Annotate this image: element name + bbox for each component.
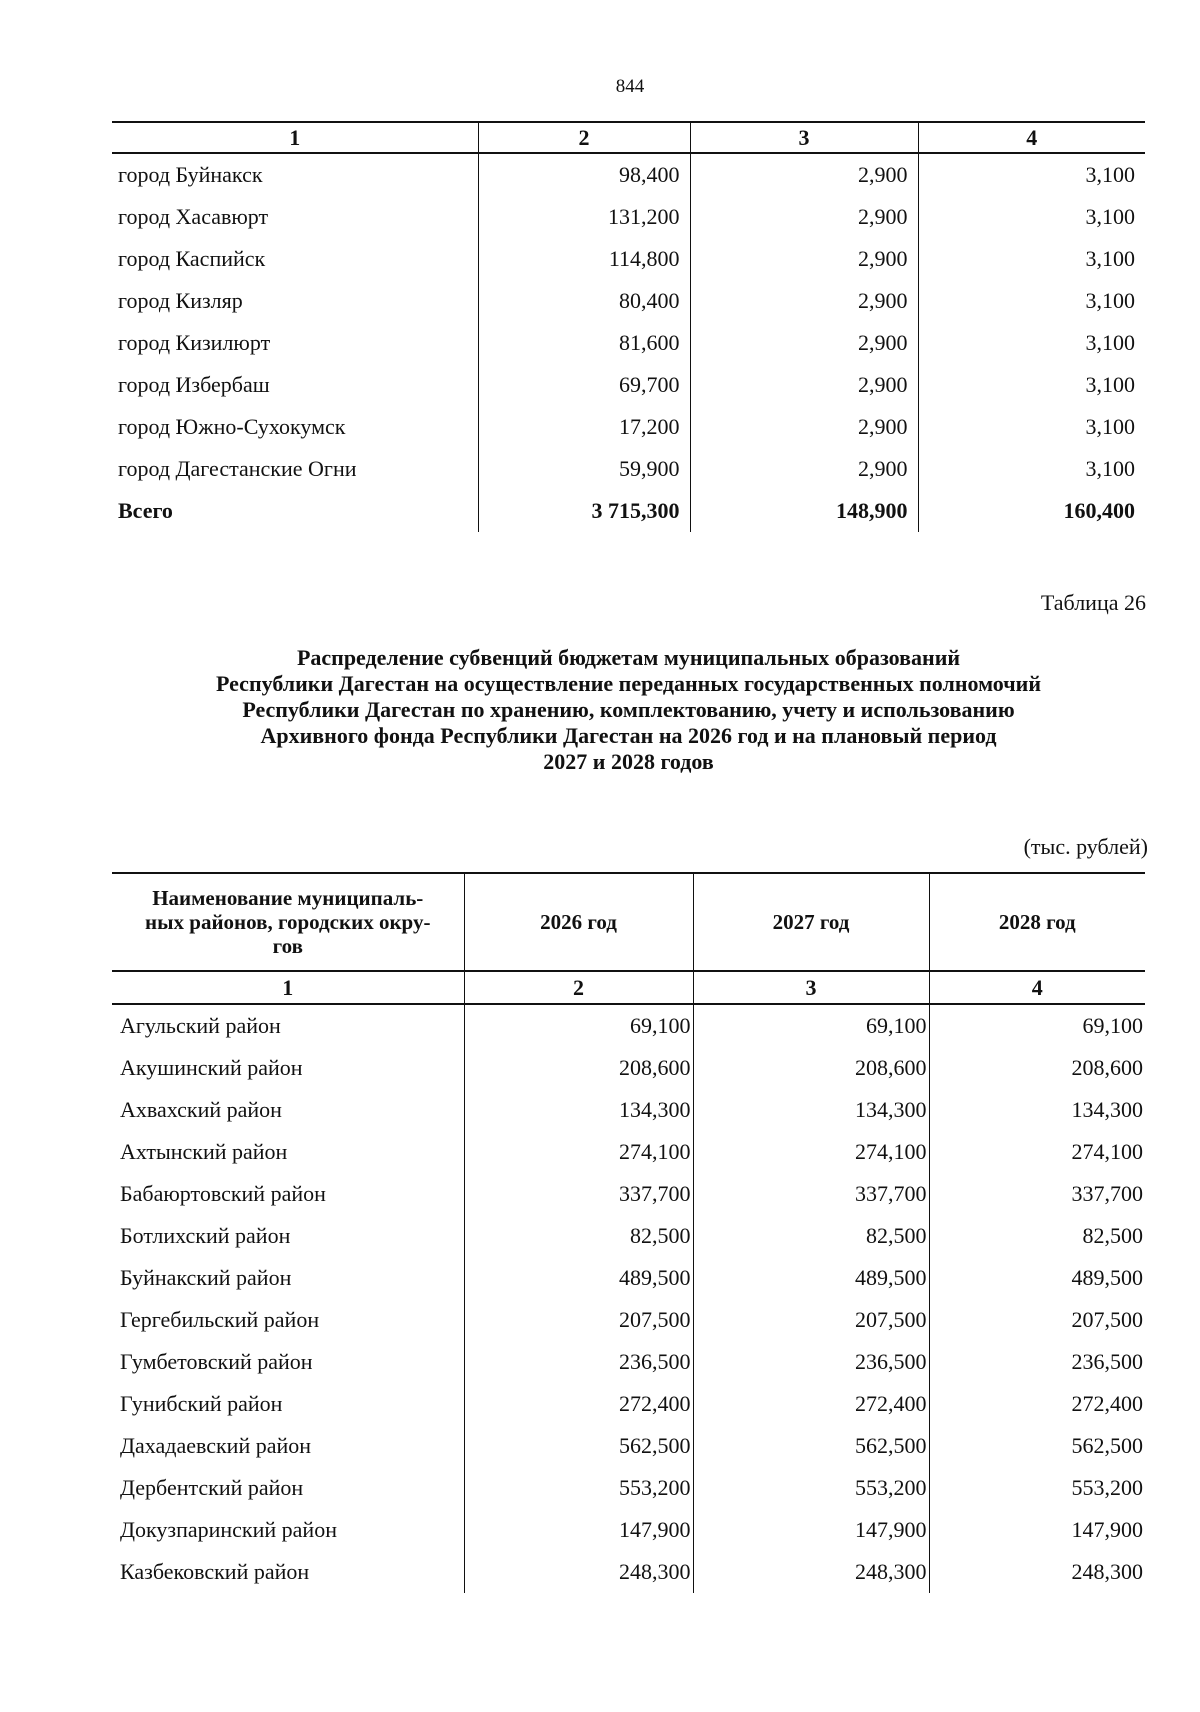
value-2027: 207,500 <box>693 1299 929 1341</box>
municipality-name: Дербентский район <box>120 1475 304 1500</box>
value-2028: 82,500 <box>929 1215 1145 1257</box>
value-2028: 3,100 <box>918 364 1145 406</box>
table-label: Таблица 26 <box>1040 590 1146 615</box>
value-2027: 148,900 <box>690 490 918 532</box>
column-number: 2 <box>464 971 693 1004</box>
column-number: 1 <box>112 122 478 153</box>
municipality-name: Гумбетовский район <box>120 1349 313 1374</box>
value-2027: 2,900 <box>690 280 918 322</box>
value-2028: 236,500 <box>929 1341 1145 1383</box>
header-name <box>112 873 464 971</box>
value-2026: 82,500 <box>464 1215 693 1257</box>
value-2027: 489,500 <box>693 1257 929 1299</box>
value-2028: 3,100 <box>918 406 1145 448</box>
value-2028: 3,100 <box>918 448 1145 490</box>
value-2027: 236,500 <box>693 1341 929 1383</box>
value-2027: 337,700 <box>693 1173 929 1215</box>
value-2027: 272,400 <box>693 1383 929 1425</box>
table-body <box>112 153 1145 532</box>
value-2028: 248,300 <box>929 1551 1145 1593</box>
value-2027: 274,100 <box>693 1131 929 1173</box>
value-2028: 3,100 <box>918 238 1145 280</box>
header-name-line: Наименование муниципаль- <box>152 886 424 910</box>
value-2027: 2,900 <box>690 322 918 364</box>
value-2027: 562,500 <box>693 1425 929 1467</box>
value-2026: 59,900 <box>478 448 690 490</box>
header-2027: 2027 год <box>693 873 929 971</box>
municipality-name: город Буйнакск <box>118 162 263 187</box>
value-2028: 147,900 <box>929 1509 1145 1551</box>
table-row <box>112 1047 1145 1089</box>
value-2026: 134,300 <box>464 1089 693 1131</box>
value-2026: 147,900 <box>464 1509 693 1551</box>
table-row <box>112 364 1145 406</box>
municipality-name: Дахадаевский район <box>120 1433 312 1458</box>
municipality-name: Агульский район <box>120 1013 281 1038</box>
municipality-name: Гергебильский район <box>120 1307 320 1332</box>
header-row <box>112 873 1145 971</box>
table-row <box>112 1467 1145 1509</box>
value-2027: 248,300 <box>693 1551 929 1593</box>
value-2026: 69,100 <box>464 1004 693 1047</box>
value-2028: 553,200 <box>929 1467 1145 1509</box>
value-2026: 98,400 <box>478 153 690 196</box>
table-row <box>112 1551 1145 1593</box>
value-2026: 81,600 <box>478 322 690 364</box>
value-2026: 208,600 <box>464 1047 693 1089</box>
table-row <box>112 1299 1145 1341</box>
value-2027: 147,900 <box>693 1509 929 1551</box>
municipality-name: Буйнакский район <box>120 1265 292 1290</box>
municipality-name: Ахвахский район <box>120 1097 282 1122</box>
municipality-name: город Каспийск <box>118 246 266 271</box>
value-2027: 134,300 <box>693 1089 929 1131</box>
value-2026: 80,400 <box>478 280 690 322</box>
header-2028: 2028 год <box>929 873 1145 971</box>
column-number: 4 <box>918 122 1145 153</box>
header-2026: 2026 год <box>464 873 693 971</box>
value-2028: 337,700 <box>929 1173 1145 1215</box>
value-2026: 131,200 <box>478 196 690 238</box>
municipality-name: Бабаюртовский район <box>120 1181 326 1206</box>
municipality-name: Казбековский район <box>120 1559 310 1584</box>
value-2026: 274,100 <box>464 1131 693 1173</box>
table-row <box>112 238 1145 280</box>
value-2026: 207,500 <box>464 1299 693 1341</box>
municipality-name: Ботлихский район <box>120 1223 291 1248</box>
municipality-name: город Южно-Сухокумск <box>118 414 346 439</box>
column-number: 3 <box>693 971 929 1004</box>
total-row <box>112 490 1145 532</box>
header-name-line: ных районов, городских окру- <box>145 910 431 934</box>
table-row <box>112 1215 1145 1257</box>
value-2026: 553,200 <box>464 1467 693 1509</box>
value-2026: 489,500 <box>464 1257 693 1299</box>
table-body <box>112 1004 1145 1593</box>
value-2027: 2,900 <box>690 364 918 406</box>
table-row <box>112 1089 1145 1131</box>
table-row <box>112 153 1145 196</box>
title-line: 2027 и 2028 годов <box>543 749 714 774</box>
value-2027: 2,900 <box>690 448 918 490</box>
header-name-line: гов <box>272 934 303 958</box>
column-number-row <box>112 971 1145 1004</box>
value-2026: 3 715,300 <box>478 490 690 532</box>
table-title <box>112 645 1145 775</box>
municipality-name: Ахтынский район <box>120 1139 288 1164</box>
value-2027: 2,900 <box>690 238 918 280</box>
municipality-name: Докузпаринский район <box>120 1517 337 1542</box>
value-2028: 207,500 <box>929 1299 1145 1341</box>
municipality-name: Гунибский район <box>120 1391 283 1416</box>
value-2028: 489,500 <box>929 1257 1145 1299</box>
value-2028: 274,100 <box>929 1131 1145 1173</box>
table-row <box>112 1509 1145 1551</box>
table-row <box>112 1341 1145 1383</box>
value-2026: 248,300 <box>464 1551 693 1593</box>
value-2028: 272,400 <box>929 1383 1145 1425</box>
table-row <box>112 1383 1145 1425</box>
column-number-row <box>112 122 1145 153</box>
value-2027: 82,500 <box>693 1215 929 1257</box>
value-2028: 208,600 <box>929 1047 1145 1089</box>
title-line: Республики Дагестан на осуществление переданных государственных полномочий <box>216 671 1041 696</box>
value-2026: 272,400 <box>464 1383 693 1425</box>
table-row <box>112 196 1145 238</box>
value-2027: 69,100 <box>693 1004 929 1047</box>
column-number: 4 <box>929 971 1145 1004</box>
value-2028: 160,400 <box>918 490 1145 532</box>
table-26 <box>112 872 1145 1593</box>
value-2028: 3,100 <box>918 153 1145 196</box>
value-2027: 2,900 <box>690 406 918 448</box>
value-2026: 69,700 <box>478 364 690 406</box>
value-2027: 208,600 <box>693 1047 929 1089</box>
value-2026: 236,500 <box>464 1341 693 1383</box>
value-2027: 2,900 <box>690 196 918 238</box>
value-2026: 562,500 <box>464 1425 693 1467</box>
table-row <box>112 1131 1145 1173</box>
municipality-name: город Кизляр <box>118 288 243 313</box>
table-previous-continuation <box>112 121 1145 532</box>
title-line: Распределение субвенций бюджетам муниципальных образований <box>296 645 961 670</box>
column-number: 1 <box>112 971 464 1004</box>
municipality-name: Всего <box>118 498 173 523</box>
units-label: (тыс. рублей) <box>1023 834 1148 859</box>
municipality-name: город Кизилюрт <box>118 330 271 355</box>
value-2028: 3,100 <box>918 196 1145 238</box>
value-2028: 69,100 <box>929 1004 1145 1047</box>
value-2026: 17,200 <box>478 406 690 448</box>
value-2028: 134,300 <box>929 1089 1145 1131</box>
municipality-name: город Хасавюрт <box>118 204 269 229</box>
value-2026: 114,800 <box>478 238 690 280</box>
value-2026: 337,700 <box>464 1173 693 1215</box>
value-2028: 3,100 <box>918 322 1145 364</box>
municipality-name: город Избербаш <box>118 372 270 397</box>
value-2028: 3,100 <box>918 280 1145 322</box>
table-row <box>112 406 1145 448</box>
table-row <box>112 1004 1145 1047</box>
table-row <box>112 1425 1145 1467</box>
page-number: 844 <box>615 76 645 97</box>
column-number: 3 <box>690 122 918 153</box>
table-row <box>112 1173 1145 1215</box>
value-2027: 2,900 <box>690 153 918 196</box>
municipality-name: Акушинский район <box>120 1055 303 1080</box>
column-number: 2 <box>478 122 690 153</box>
table-row <box>112 1257 1145 1299</box>
title-line: Архивного фонда Республики Дагестан на 2026 год и на плановый период <box>260 723 997 748</box>
municipality-name: город Дагестанские Огни <box>118 456 357 481</box>
value-2028: 562,500 <box>929 1425 1145 1467</box>
value-2027: 553,200 <box>693 1467 929 1509</box>
table-row <box>112 448 1145 490</box>
title-line: Республики Дагестан по хранению, комплектованию, учету и использованию <box>242 697 1015 722</box>
table-row <box>112 322 1145 364</box>
table-row <box>112 280 1145 322</box>
